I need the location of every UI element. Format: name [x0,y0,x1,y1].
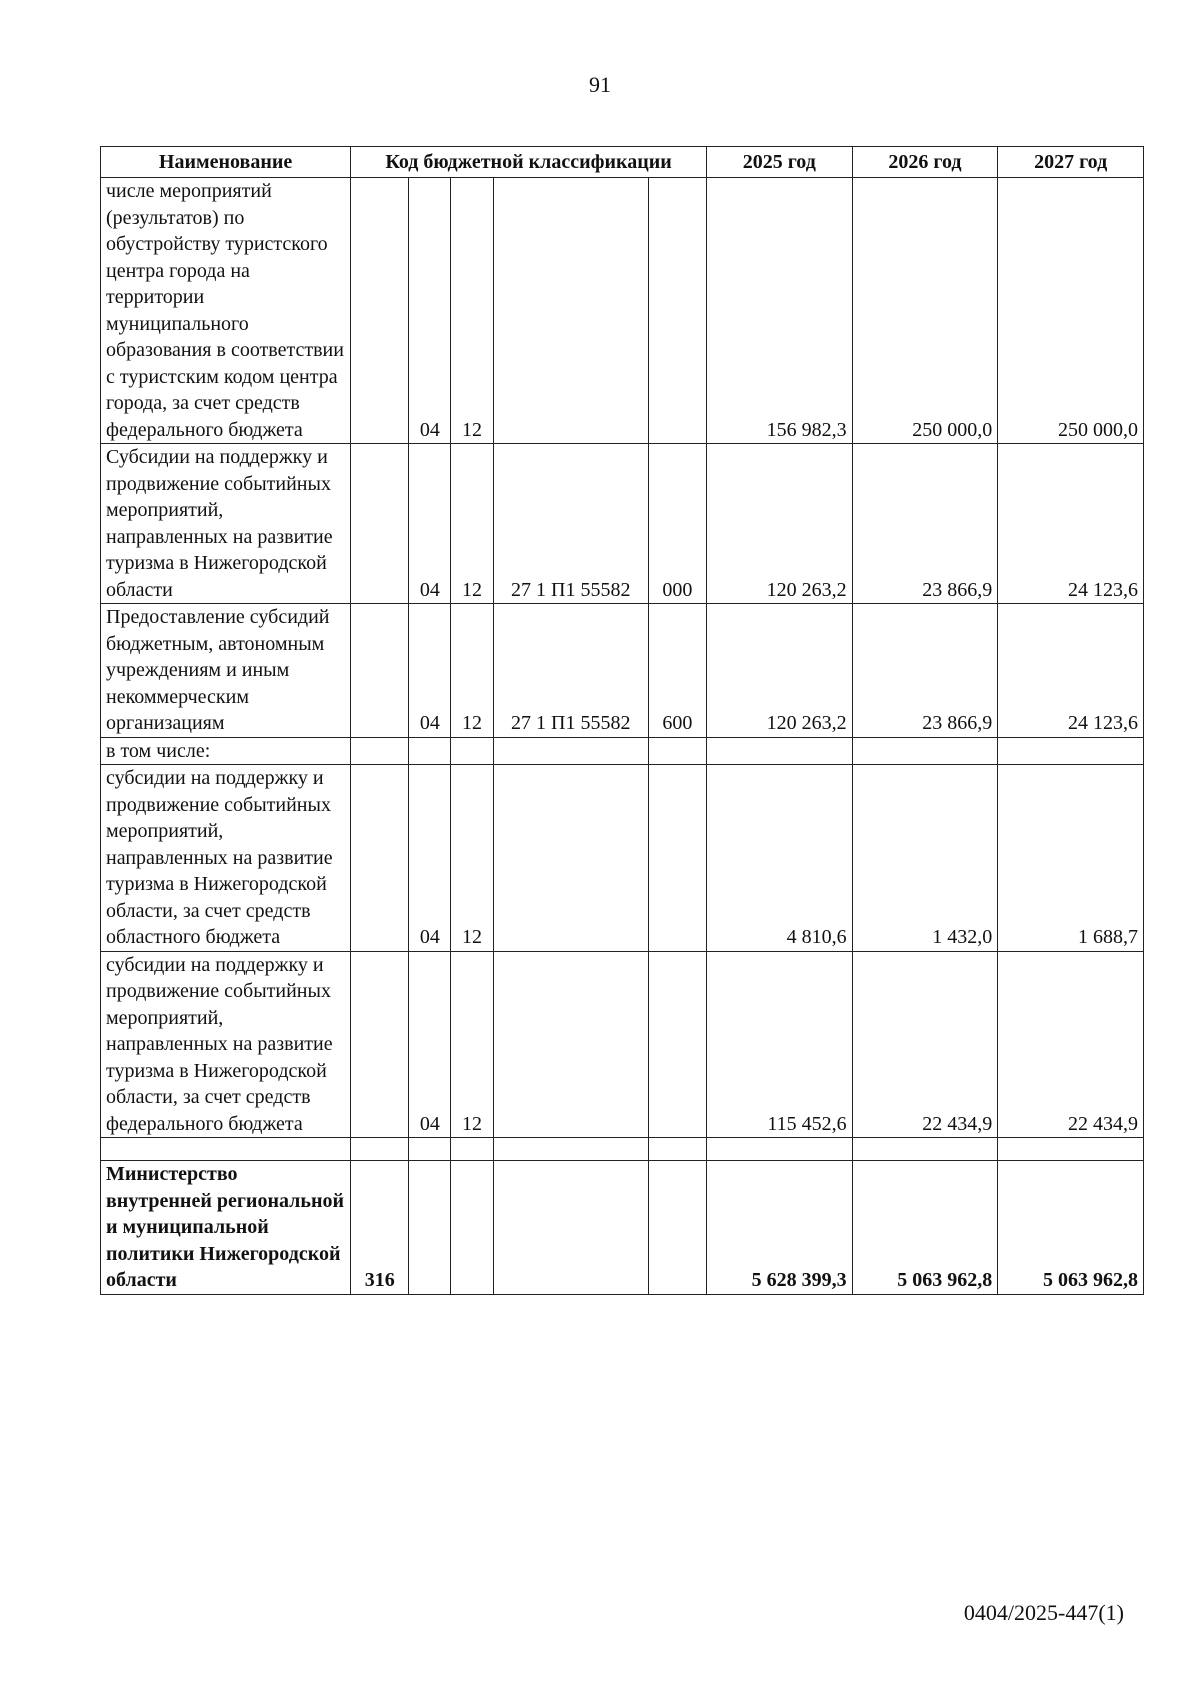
row-name: Субсидии на поддержку и продвижение событийных мероприятий, направленных на развитие туризма в Нижегородской области [101,444,351,604]
row-2025: 120 263,2 [706,604,852,738]
header-2025: 2025 год [706,147,852,178]
spacer-cell [706,1138,852,1161]
row-rz [409,737,451,765]
row-2026: 23 866,9 [852,604,998,738]
row-csr [493,1161,648,1295]
spacer-cell [101,1138,351,1161]
table-row [101,1161,1144,1295]
row-2025: 156 982,3 [706,178,852,444]
row-pr [451,737,493,765]
header-code: Код бюджетной классификации [351,147,707,178]
row-ved [351,178,409,444]
header-row [101,147,1144,178]
row-csr [493,951,648,1138]
row-2025: 5 628 399,3 [706,1161,852,1295]
row-2026 [852,737,998,765]
row-name: Предоставление субсидий бюджетным, автономным учреждениям и иным некоммерческим организациям [101,604,351,738]
spacer-cell [493,1138,648,1161]
row-name: в том числе: [101,737,351,765]
spacer-cell [648,1138,706,1161]
row-2026: 250 000,0 [852,178,998,444]
header-2027: 2027 год [998,147,1144,178]
table-row [101,178,1144,444]
row-pr: 12 [451,178,493,444]
spacer-cell [451,1138,493,1161]
table-row [101,444,1144,604]
row-2027: 24 123,6 [998,444,1144,604]
row-2027: 22 434,9 [998,951,1144,1138]
document-code: 0404/2025-447(1) [963,1600,1124,1625]
row-2027: 24 123,6 [998,604,1144,738]
spacer-cell [998,1138,1144,1161]
row-vr: 000 [648,444,706,604]
row-csr: 27 1 П1 55582 [493,604,648,738]
row-pr: 12 [451,444,493,604]
row-2025: 120 263,2 [706,444,852,604]
row-rz: 04 [409,765,451,952]
row-ved [351,444,409,604]
row-pr: 12 [451,951,493,1138]
row-name: субсидии на поддержку и продвижение событийных мероприятий, направленных на развитие туризма в Нижегородской области, за счет средств областного бюджета [101,765,351,952]
row-2026: 5 063 962,8 [852,1161,998,1295]
row-ved: 316 [351,1161,409,1295]
row-csr: 27 1 П1 55582 [493,444,648,604]
spacer-cell [351,1138,409,1161]
table-row [101,604,1144,738]
row-vr [648,737,706,765]
budget-table [100,146,1144,1295]
row-2027 [998,737,1144,765]
row-vr [648,1161,706,1295]
row-name: числе мероприятий (результатов) по обустройству туристского центра города на территории муниципального образования в соответствии с туристским кодом центра города, за счет средств федерального бюджета [101,178,351,444]
row-rz: 04 [409,444,451,604]
row-ved [351,604,409,738]
row-vr [648,178,706,444]
row-2027: 5 063 962,8 [998,1161,1144,1295]
row-ved [351,737,409,765]
row-2025 [706,737,852,765]
spacer-cell [852,1138,998,1161]
row-rz [409,1161,451,1295]
row-pr: 12 [451,765,493,952]
table-row [101,951,1144,1138]
row-ved [351,765,409,952]
row-2025: 4 810,6 [706,765,852,952]
row-rz: 04 [409,178,451,444]
row-2025: 115 452,6 [706,951,852,1138]
row-csr [493,178,648,444]
row-pr [451,1161,493,1295]
row-vr: 600 [648,604,706,738]
spacer-cell [409,1138,451,1161]
row-rz: 04 [409,951,451,1138]
header-name: Наименование [101,147,351,178]
row-ved [351,951,409,1138]
header-2026: 2026 год [852,147,998,178]
row-2027: 250 000,0 [998,178,1144,444]
row-2026: 22 434,9 [852,951,998,1138]
row-name: субсидии на поддержку и продвижение событийных мероприятий, направленных на развитие туризма в Нижегородской области, за счет средств федерального бюджета [101,951,351,1138]
row-2027: 1 688,7 [998,765,1144,952]
row-2026: 23 866,9 [852,444,998,604]
row-csr [493,765,648,952]
row-name: Министерство внутренней региональной и муниципальной политики Нижегородской области [101,1161,351,1295]
row-vr [648,765,706,952]
spacer-row [101,1138,1144,1161]
row-rz: 04 [409,604,451,738]
row-2026: 1 432,0 [852,765,998,952]
row-pr: 12 [451,604,493,738]
row-csr [493,737,648,765]
row-vr [648,951,706,1138]
table-row [101,737,1144,765]
table-row [101,765,1144,952]
page-number: 91 [589,72,611,97]
